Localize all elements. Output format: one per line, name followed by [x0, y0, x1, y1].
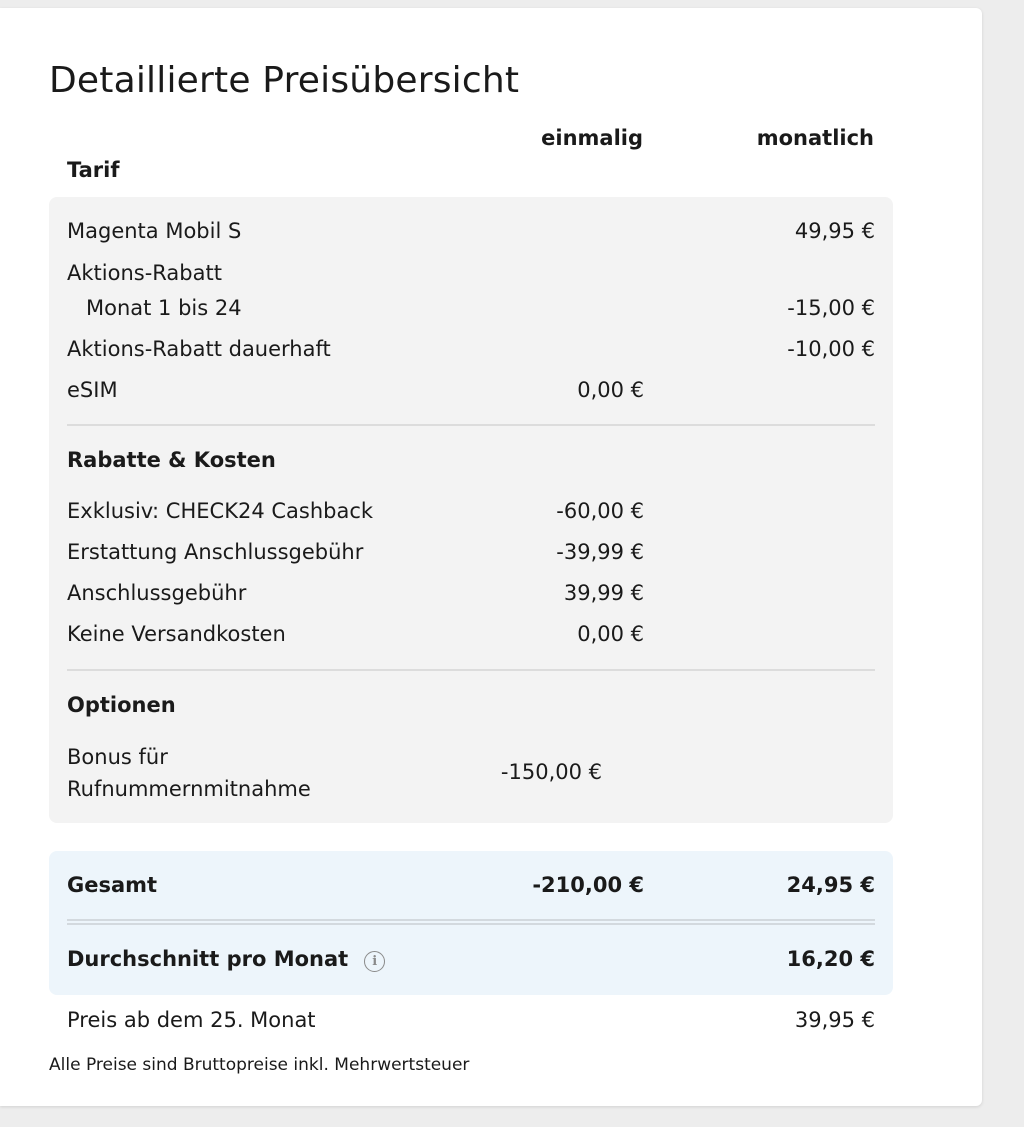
row-once: 0,00 € — [577, 378, 644, 402]
summary-divider — [67, 919, 875, 925]
page-title: Detaillierte Preisübersicht — [49, 60, 520, 101]
average-label-wrap — [67, 944, 385, 974]
price-row-shipping — [67, 619, 875, 649]
row-label: Aktions-Rabatt — [67, 261, 222, 285]
section-title-tarif: Tarif — [67, 158, 120, 182]
row-label: Monat 1 bis 24 — [86, 296, 242, 320]
row-once: 39,99 € — [563, 581, 644, 605]
section-title-options: Optionen — [67, 693, 176, 717]
price-row-cashback — [67, 496, 875, 526]
price-row-connection-fee — [67, 578, 875, 608]
price-row-tariff — [67, 216, 875, 246]
option-label-number-porting-bonus — [67, 741, 311, 805]
row-label: Anschlussgebühr — [67, 581, 247, 605]
row-label: Keine Versandkosten — [67, 622, 286, 646]
total-label: Gesamt — [67, 873, 158, 897]
row-label: Exklusiv: CHECK24 Cashback — [67, 499, 374, 523]
column-header-monthly: monatlich — [756, 126, 874, 150]
row-label: eSIM — [67, 378, 118, 402]
section-divider — [67, 424, 875, 426]
average-monthly: 16,20 € — [786, 947, 875, 971]
row-once: 0,00 € — [577, 622, 644, 646]
row-monthly: -10,00 € — [787, 337, 875, 361]
price-row-promo-period — [67, 293, 875, 323]
price-after-row — [67, 1005, 875, 1035]
price-after-label: Preis ab dem 25. Monat — [67, 1008, 316, 1032]
price-row-permanent-discount — [67, 334, 875, 364]
price-row-fee-refund — [67, 537, 875, 567]
option-value-number-porting-bonus: -150,00 € — [500, 760, 602, 784]
section-divider — [67, 669, 875, 671]
total-once: -210,00 € — [532, 873, 644, 897]
average-row — [67, 944, 875, 974]
row-monthly: 49,95 € — [794, 219, 875, 243]
row-label: Erstattung Anschlussgebühr — [67, 540, 364, 564]
row-monthly: -15,00 € — [787, 296, 875, 320]
price-row-promo-discount — [67, 258, 875, 288]
row-label: Aktions-Rabatt dauerhaft — [67, 337, 331, 361]
total-monthly: 24,95 € — [786, 873, 875, 897]
vat-footnote: Alle Preise sind Bruttopreise inkl. Mehrwertsteuer — [49, 1055, 470, 1075]
info-icon[interactable]: i — [364, 951, 385, 972]
row-once: -39,99 € — [556, 540, 644, 564]
row-once: -60,00 € — [556, 499, 644, 523]
price-after-monthly: 39,95 € — [794, 1008, 875, 1032]
average-label: Durchschnitt pro Monat — [67, 947, 349, 971]
row-label: Magenta Mobil S — [67, 219, 242, 243]
option-label-line-1: Bonus für — [67, 745, 168, 769]
column-header-once: einmalig — [541, 126, 643, 150]
price-overview-card — [0, 8, 982, 1106]
price-row-esim — [67, 375, 875, 405]
option-label-line-2: Rufnummernmitnahme — [67, 777, 311, 801]
total-row — [67, 870, 875, 900]
section-title-discounts-costs: Rabatte & Kosten — [67, 448, 276, 472]
